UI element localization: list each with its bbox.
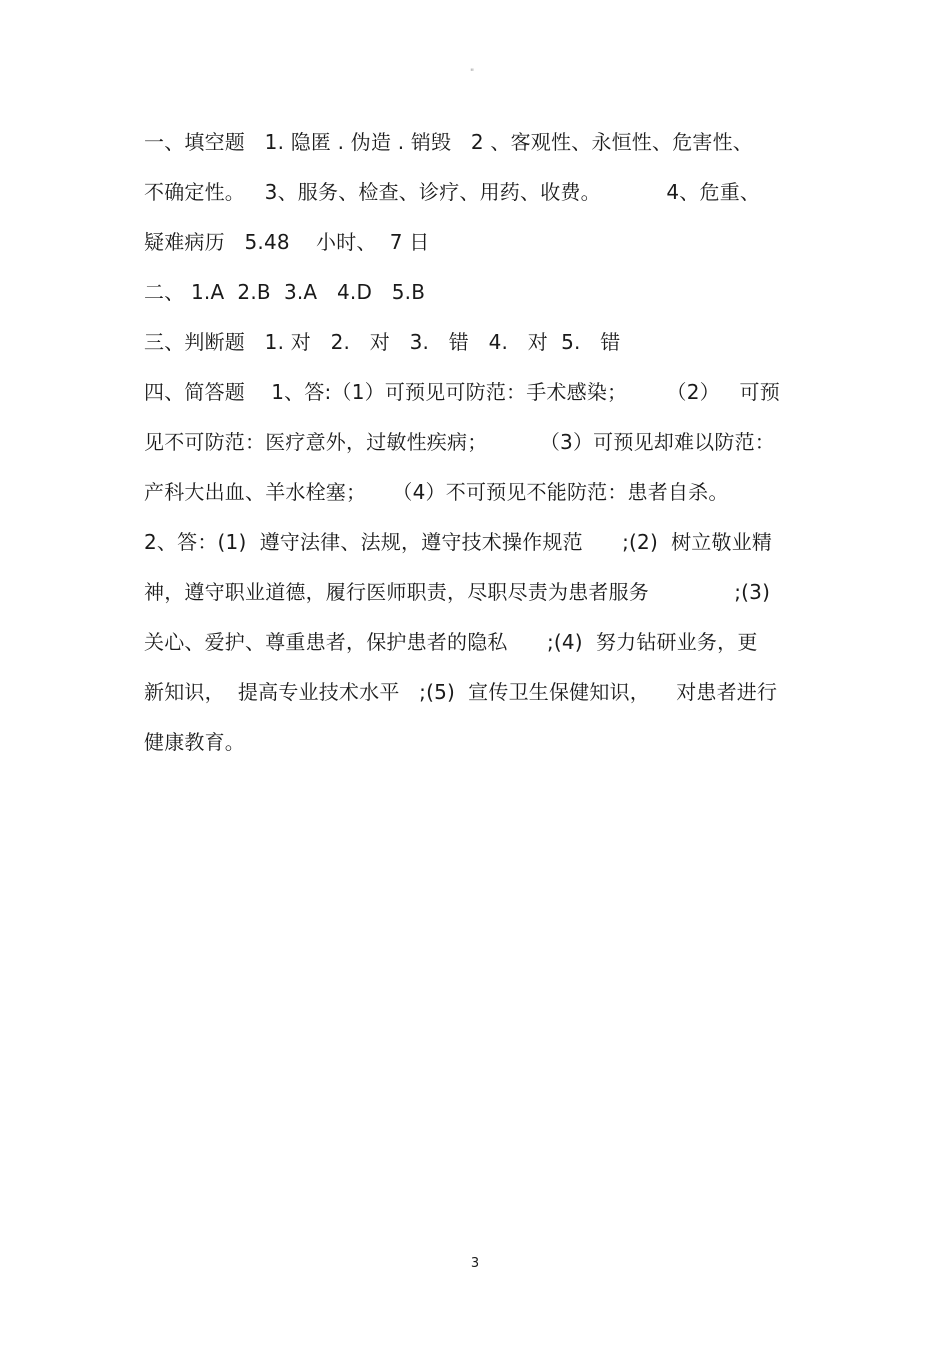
text-line: 一、填空题 1. 隐匿 . 伪造 . 销毁 2 、客观性、永恒性、危害性、 [144,130,754,154]
text-line: 二、 1.A 2.B 3.A 4.D 5.B [144,280,426,304]
text-line: 关心、爱护、尊重患者，保护患者的隐私 ;(4) 努力钻研业务，更 [144,630,758,654]
text-line: 疑难病历 5.48 小时、 7 日 [144,230,430,254]
answer-text [144,121,814,771]
text-line: 神，遵守职业道德，履行医师职责，尽职尽责为患者服务 ;(3) [144,580,771,604]
text-line: 健康教育。 [144,730,245,754]
text-line: 产科大出血、羊水栓塞； （4）不可预见不能防范：患者自杀。 [144,480,729,504]
text-line: 四、简答题 1、答:（1）可预见可防范：手术感染； （2） 可预 [144,380,780,404]
header-mark: " [470,68,475,78]
text-line: 三、判断题 1. 对 2. 对 3. 错 4. 对 5. 错 [144,330,621,354]
page-number: 3 [470,1256,480,1271]
text-line: 不确定性。 3、服务、检查、诊疗、用药、收费。 4、危重、 [144,180,761,204]
text-line: 2、答：(1) 遵守法律、法规，遵守技术操作规范 ;(2) 树立敬业精 [144,530,773,554]
text-line: 见不可防范：医疗意外，过敏性疾病； （3）可预见却难以防范： [144,430,775,454]
text-line: 新知识， 提高专业技术水平 ;(5) 宣传卫生保健知识， 对患者进行 [144,680,778,704]
